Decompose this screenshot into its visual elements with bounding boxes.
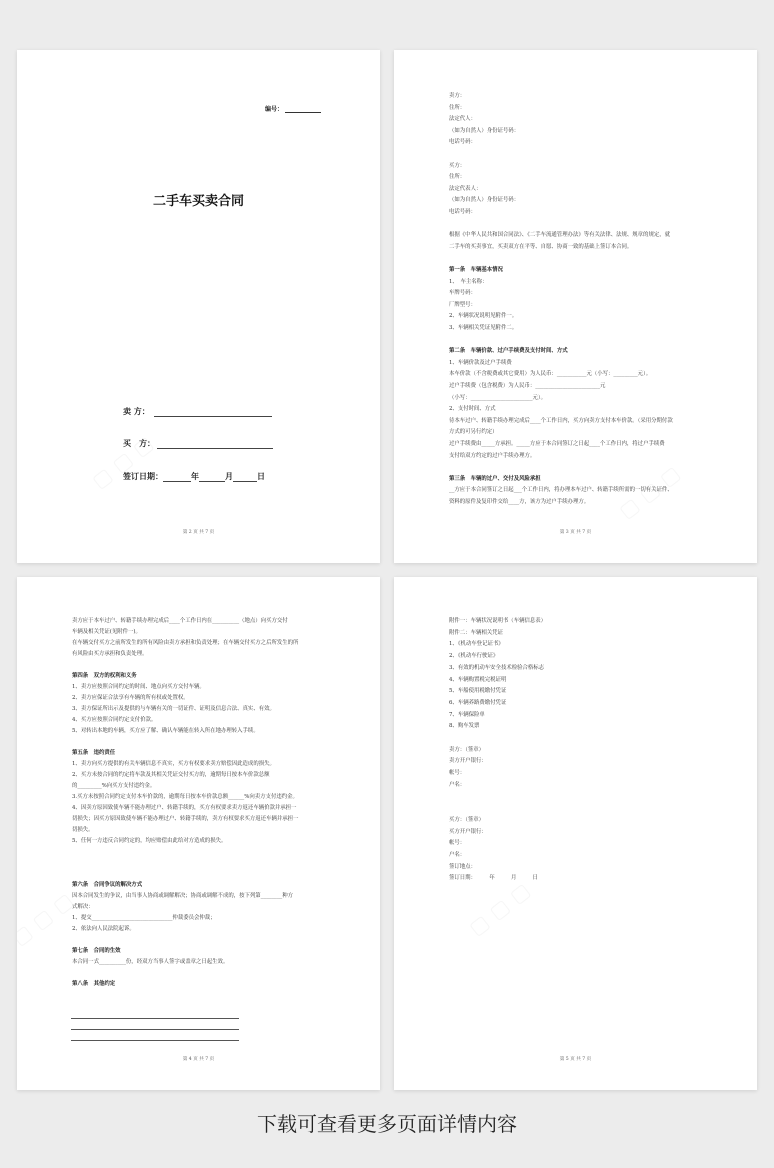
text-line: 3、有效的机动车安全技术检验合格标志 [449,664,545,671]
year-label: 年 [191,472,199,481]
sign-date-label: 签订日期： [123,472,163,481]
day-label: 日 [257,472,265,481]
watermark [464,878,534,940]
other-terms-line [71,1040,239,1041]
page-3 [394,50,757,563]
text-line: 买方： [449,162,466,169]
page-4 [17,577,380,1090]
section-heading: 第一条 车辆基本情况 [449,267,503,273]
seller-row [123,406,272,417]
text-line: 3、卖方保证所出示及提供的与车辆有关的一切证件、证明及信息合法、真实、有效。 [72,706,275,712]
text-line: 1、卖方向买方提供的有关车辆信息不真实，买方有权要求卖方赔偿因此造成的损失。 [72,761,275,767]
section-heading: 第二条 车辆价款、过户手续费及支付时间、方式 [449,348,568,355]
text-line: 住所： [449,174,466,181]
text-line: 4、车辆购置税完税证明 [449,676,507,683]
text-line: 2、车辆状况说明见附件一。 [449,313,518,320]
seller-blank [154,408,272,417]
text-line: 户名： [449,781,466,788]
text-line: （如为自然人）身份证号码： [449,127,520,134]
page-5 [394,577,757,1090]
page-footer: 第 3 页 共 7 页 [559,530,592,535]
contract-number-label: 编号： [265,104,321,113]
text-line: 资料的原件及复印件交给____方，该方为过户手续办理方。 [449,499,590,505]
section-heading: 第五条 违约责任 [72,750,116,756]
text-line: 二手车的买卖事宜，买卖双方在平等、自愿、协商一致的基础上签订本合同。 [449,243,633,250]
text-line: 8、购车发票 [449,723,480,730]
text-line: 本合同一式__________份，经双方当事人签字或盖章之日起生效。 [72,959,229,965]
buyer-label: 买 方： [123,439,155,448]
text-line: 户名： [449,852,466,858]
text-line: 3.买方未按照合同约定支付本车价款的，逾期每日按本车价款总额______%向卖方支付违约金。 [72,794,298,800]
text-line: 2、《机动车行驶证》 [449,653,499,660]
text-line: 过户手续费（包含税费）为人民币：________________________元 [449,383,606,389]
text-line: 电话号码： [449,139,476,146]
page-footer: 第 4 页 共 7 页 [182,1057,215,1062]
text-line: 卖方：（签章） [449,746,485,753]
section-heading: 第三条 车辆的过户、交付及风险承担 [449,475,541,482]
text-line: 6、车辆养路费缴付凭证 [449,699,507,706]
text-line: 4、买方应按照合同约定支付价款。 [72,717,157,723]
text-line: 2、买方未按合同的约定将车款及其相关凭证交付买方的，逾期每日按本车价款总额 [72,772,270,778]
text-line: 5、对转出本地的车辆，买方应了解、确认车辆能在转入所在地办理转入手续。 [72,728,259,734]
section-heading: 第六条 合同争议的解决方式 [72,882,143,888]
buyer-row [123,438,273,449]
buyer-blank [157,440,273,449]
text-line: 3、车辆相关凭证见附件二。 [449,325,518,331]
text-line: 2、支付时间、方式 [449,406,496,413]
text-line: 式解决： [72,904,94,910]
text-line: 1、 车主名称： [449,278,488,285]
section-heading: 第七条 合同的生效 [72,948,121,954]
text-line: 卖方开户银行： [449,758,487,765]
month-label: 月 [225,472,233,481]
page-cover [17,50,380,563]
text-line: 电话号码： [449,209,476,215]
text-line: 附件二：车辆相关凭证 [449,629,503,636]
text-line: 1、《机动车登记证书》 [449,641,504,648]
text-line: 买方开户银行： [449,828,487,835]
text-line: 帐号： [449,770,466,777]
text-line: 在车辆交付买方之前所发生的所有风险由卖方承担和负责处理；在车辆交付买方之后所发生的所 [72,640,299,646]
text-line: 2、卖方应保证合法享有车辆的所有权或处置权。 [72,695,189,701]
text-line: __方应于本合同签订之日起___个工作日内，将办理本车过户、转籍手续所需的一切有关证件、 [449,487,673,494]
page-footer: 第 5 页 共 7 页 [559,1057,592,1062]
seller-label: 卖 方： [123,407,150,416]
text-line: 方式的可另行约定） [449,429,498,436]
text-line: 1、车辆价款及过户手续费 [449,359,512,366]
text-line: 因本合同发生的争议，由当事人协商或调解解决；协商或调解不成的，按下列第________种方 [72,893,294,899]
text-line: 本车价款（不含税费或其它费用）为人民币：___________元（小写：_________元）。 [449,371,652,378]
text-line: 切损失。 [72,827,94,833]
text-line: 买方：（签章） [449,816,485,823]
text-line: 签订日期： 年 月 日 [449,875,538,882]
text-line: 法定代表人： [449,185,482,192]
other-terms-line [71,1018,239,1019]
text-line: 7、车辆保险单 [449,711,485,718]
text-line: 2、依法向人民法院起诉。 [72,926,135,932]
text-line: 法定代人： [449,116,476,123]
text-line: 卖方应于本车过户、转籍手续办理完成后____个工作日内在__________（地点）向买方交付 [72,618,288,624]
section-heading: 第四条 双方的权利和义务 [72,673,137,679]
watermark [17,888,78,950]
text-line: 切损失；因买方原因致使车辆不能办理过户、转籍手续的，卖方有权要求买方返还车辆并承担一 [72,816,299,822]
text-line: 签订地点： [449,863,476,870]
text-line: 过户手续费由_____方承担。_____方应于本合同签订之日起____个工作日内，将过户手续费 [449,441,665,447]
text-line: 4、因卖方原因致使车辆不能办理过户、转籍手续的，买方有权要求卖方返还车辆价款并承担一 [72,805,297,811]
text-line: 1、提交______________________________仲裁委员会仲裁； [72,915,216,921]
text-line: 的_________%向买方支付违约金。 [72,783,156,789]
text-line: 住所： [449,104,466,111]
text-line: 支付给双方约定的过户手续办理方。 [449,452,536,459]
text-line: 5、任何一方违反合同约定的，均应赔偿由此给对方造成的损失。 [72,838,227,844]
text-line: 附件一：车辆状况说明书（车辆信息表） [449,618,547,624]
text-line: （如为自然人）身份证号码： [449,197,520,204]
text-line: 帐号： [449,840,466,847]
download-caption: 下载可查看更多页面详情内容 [257,1112,517,1136]
text-line: 待本车过户、转籍手续办理完成后____个工作日内，买方向卖方支付本车价款。（采用分期付款 [449,417,673,424]
section-heading: 第八条 其他约定 [72,981,116,987]
page-footer: 第 2 页 共 7 页 [182,530,215,535]
text-line: 根据《中华人民共和国合同法》、《二手车流通管理办法》等有关法律、法规、规章的规定，就 [449,232,671,239]
text-line: （小写：_______________________元）。 [449,394,547,401]
text-line: 厂牌型号： [449,301,476,308]
text-line: 卖方： [449,93,466,99]
text-line: 车辆及相关凭证(见附件一)。 [72,629,141,635]
text-line: 车牌号码： [449,290,476,297]
text-line: 5、车船使用税缴付凭证 [449,688,507,695]
other-terms-line [71,1029,239,1030]
contract-title: 二手车买卖合同 [152,194,244,209]
text-line: 1、卖方应按照合同约定的时间、地点向买方交付车辆。 [72,684,205,690]
sign-date-row [123,471,265,482]
text-line: 有风险由买方承担和负责处理。 [72,651,148,657]
